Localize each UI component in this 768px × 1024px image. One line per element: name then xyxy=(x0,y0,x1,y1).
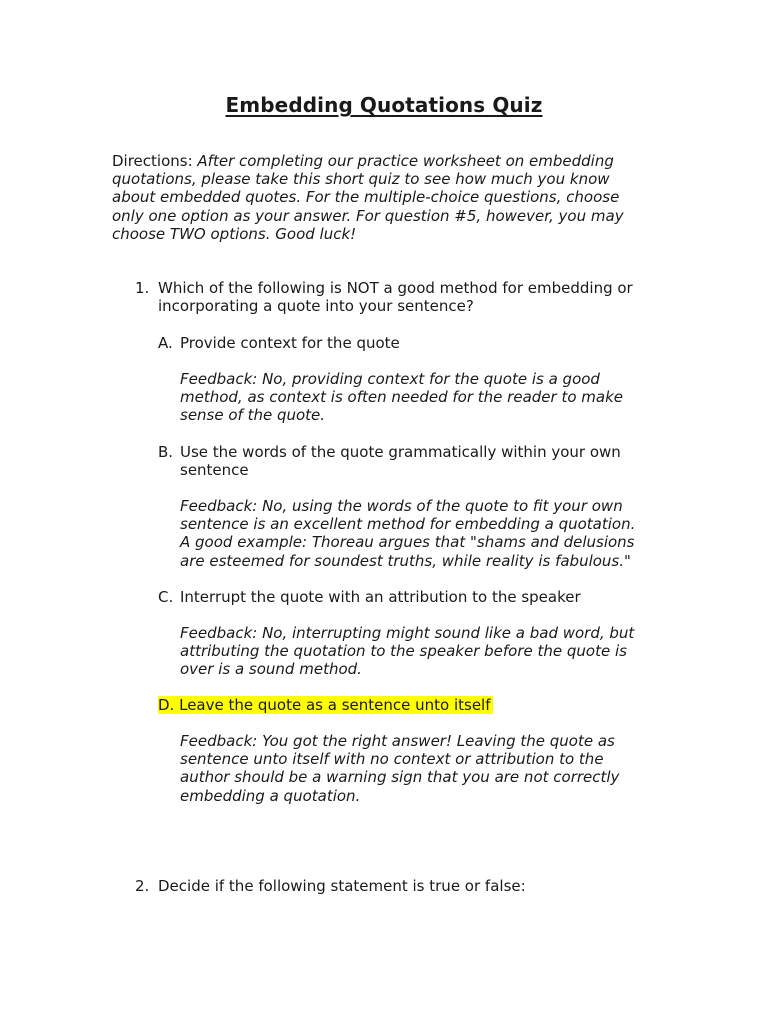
question-2 xyxy=(135,877,655,897)
highlighted-answer xyxy=(158,696,493,714)
question-number: 1. xyxy=(135,279,150,297)
option-text: Interrupt the quote with an attribution to the speaker xyxy=(180,588,581,606)
option-letter: D. xyxy=(158,696,175,714)
question-number: 2. xyxy=(135,877,150,895)
option-b xyxy=(158,443,638,479)
option-d xyxy=(158,696,638,714)
directions-paragraph xyxy=(112,152,642,243)
option-text: Leave the quote as a sentence unto itself xyxy=(179,696,491,714)
option-letter: A. xyxy=(158,334,173,352)
directions-text: After completing our practice worksheet on embedding quotations, please take this short quiz to see how much you know about embedded quotes. For the multiple-choice questions, choose only one option as your answer. For question #5, however, you may choose TWO options. Good luck! xyxy=(112,152,624,243)
option-c xyxy=(158,588,638,606)
option-letter: B. xyxy=(158,443,174,461)
feedback-d: Feedback: You got the right answer! Leaving the quote as sentence unto itself with no context or attribution to the author should be a warning sign that you are not correctly embedding a quotation. xyxy=(180,732,620,805)
option-letter: C. xyxy=(158,588,174,606)
option-text: Use the words of the quote grammatically within your own sentence xyxy=(180,443,621,480)
feedback-c: Feedback: No, interrupting might sound like a bad word, but attributing the quotation to the speaker before the quote is over is a sound method. xyxy=(180,624,635,679)
feedback-b: Feedback: No, using the words of the quote to fit your own sentence is an excellent method for embedding a quotation. A good example: Thoreau argues that "shams and delusions are esteemed for soundest truths, while reality is fabulous." xyxy=(180,497,636,570)
page-title: Embedding Quotations Quiz xyxy=(225,93,543,117)
feedback-a: Feedback: No, providing context for the quote is a good method, as context is often needed for the reader to make sense of the quote. xyxy=(180,370,623,425)
question-1 xyxy=(135,279,655,319)
question-text: Decide if the following statement is true or false: xyxy=(158,877,526,895)
option-text: Provide context for the quote xyxy=(180,334,400,352)
option-a xyxy=(158,334,638,352)
directions-label: Directions: xyxy=(112,152,193,170)
question-text: Which of the following is NOT a good method for embedding or incorporating a quote into your sentence? xyxy=(158,279,633,316)
